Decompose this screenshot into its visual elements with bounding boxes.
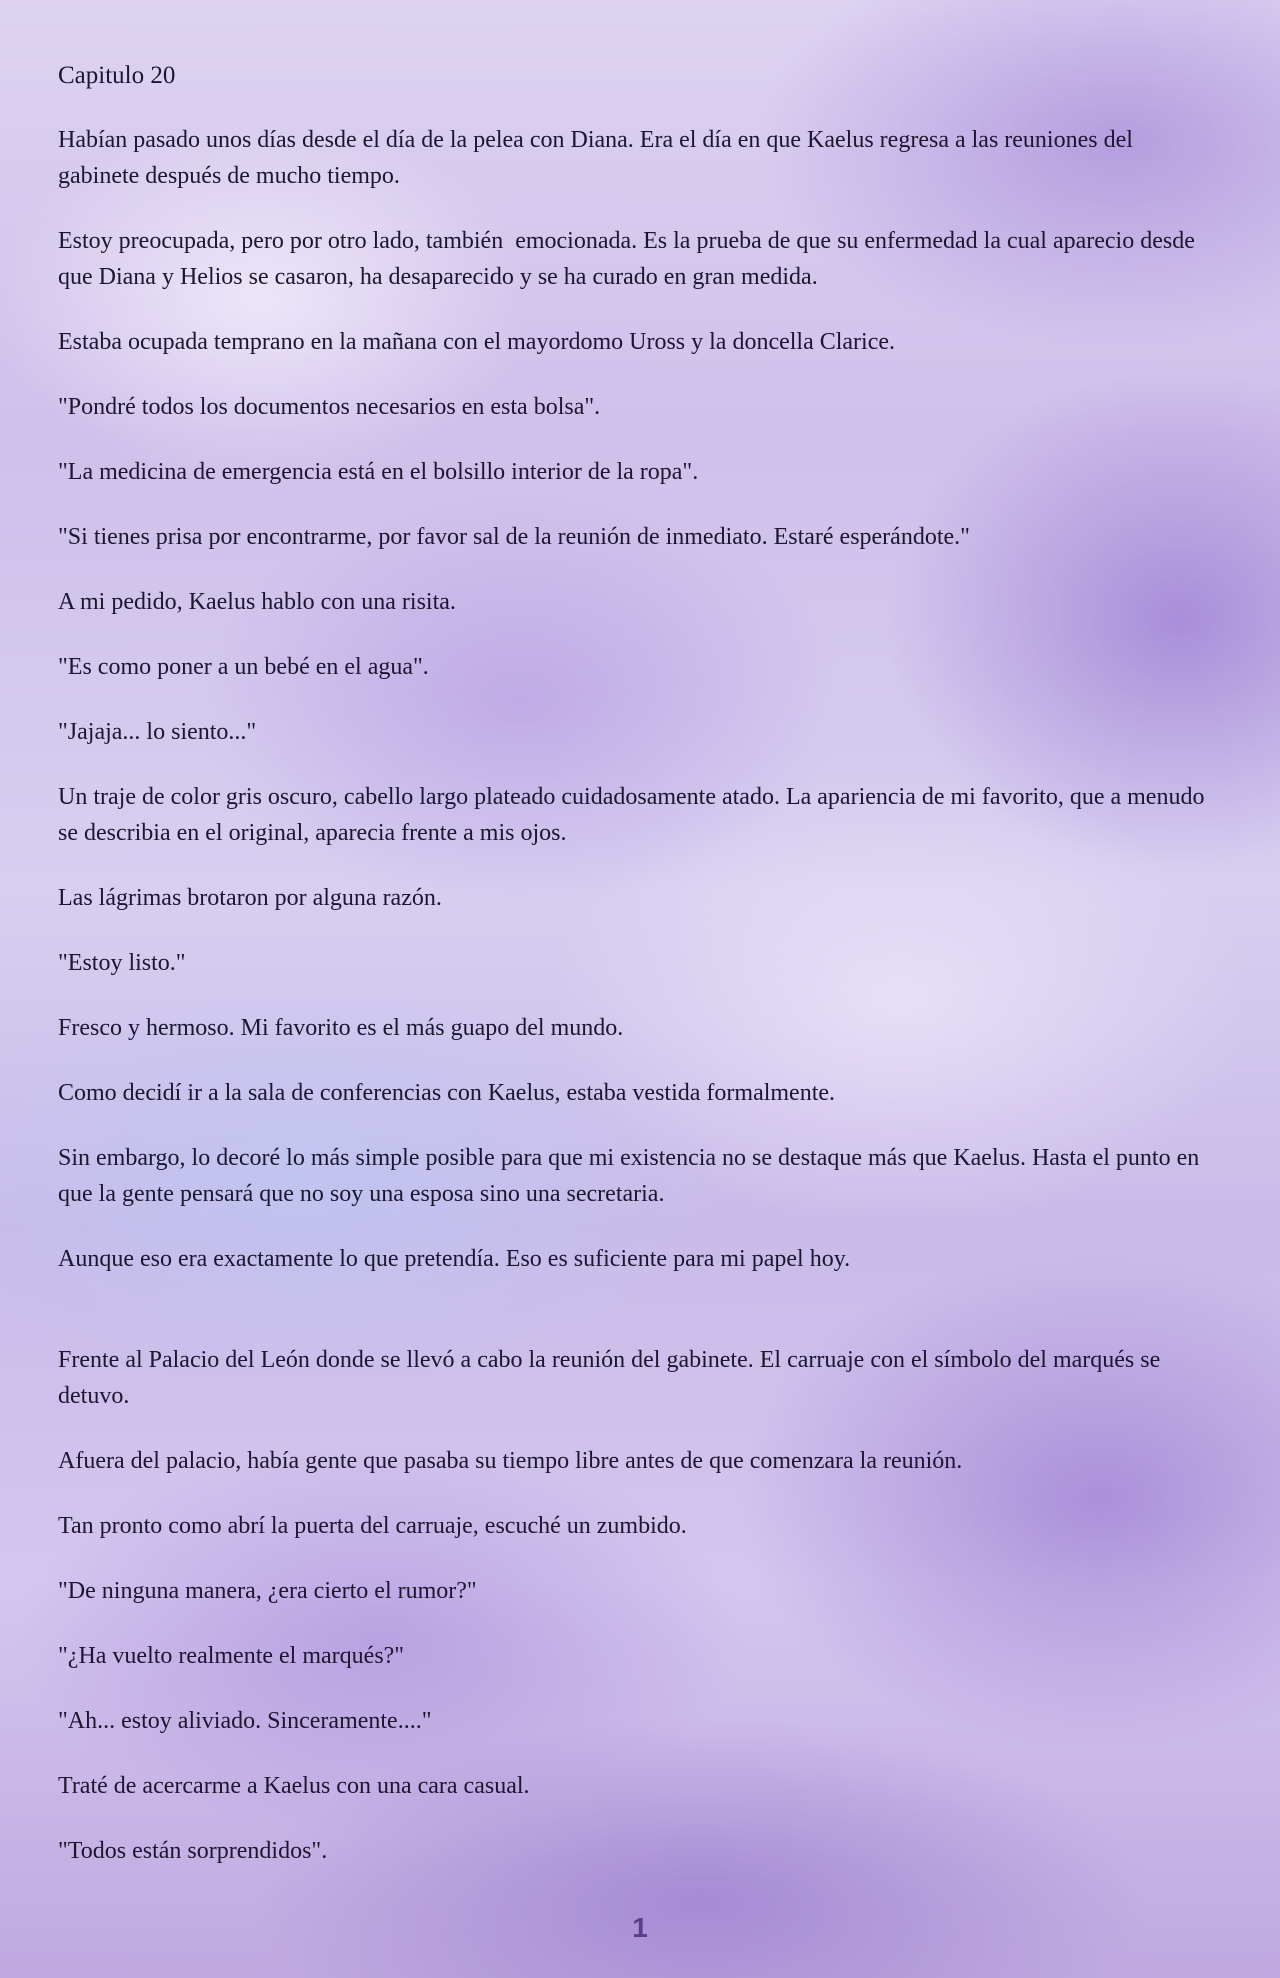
paragraph: Afuera del palacio, había gente que pasaba su tiempo libre antes de que comenzara la reunión.	[58, 1448, 963, 1474]
paragraph: Las lágrimas brotaron por alguna razón.	[58, 885, 442, 911]
paragraph: Fresco y hermoso. Mi favorito es el más guapo del mundo.	[58, 1015, 624, 1041]
paragraph: Frente al Palacio del León donde se llevó a cabo la reunión del gabinete. El carruaje con el símbolo del marqués se detuvo.	[58, 1347, 1167, 1409]
paragraph: "Ah... estoy aliviado. Sinceramente...."	[58, 1708, 432, 1734]
paragraph: A mi pedido, Kaelus hablo con una risita.	[58, 589, 456, 615]
paragraph: Sin embargo, lo decoré lo más simple posible para que mi existencia no se destaque más que Kaelus. Hasta el punto en que la gente pensará que no soy una esposa sino una secretaria.	[58, 1145, 1206, 1207]
paragraph: "¿Ha vuelto realmente el marqués?"	[58, 1643, 405, 1669]
paragraph: Estaba ocupada temprano en la mañana con el mayordomo Uross y la doncella Clarice.	[58, 329, 896, 355]
paragraph: Como decidí ir a la sala de conferencias con Kaelus, estaba vestida formalmente.	[58, 1080, 836, 1106]
paragraph: "Si tienes prisa por encontrarme, por favor sal de la reunión de inmediato. Estaré esperándote."	[58, 524, 970, 550]
paragraph: "Es como poner a un bebé en el agua".	[58, 654, 429, 680]
paragraph: Traté de acercarme a Kaelus con una cara casual.	[58, 1773, 530, 1799]
paragraph: "La medicina de emergencia está en el bolsillo interior de la ropa".	[58, 459, 699, 485]
document-page	[58, 58, 1218, 1898]
paragraph: "Jajaja... lo siento..."	[58, 719, 257, 745]
paragraph: Un traje de color gris oscuro, cabello largo plateado cuidadosamente atado. La apariencia de mi favorito, que a menudo se describia en el original, aparecia frente a mis ojos.	[58, 784, 1211, 846]
paragraph: "Estoy listo."	[58, 950, 186, 976]
paragraph: Tan pronto como abrí la puerta del carruaje, escuché un zumbido.	[58, 1513, 687, 1539]
paragraph: Habían pasado unos días desde el día de la pelea con Diana. Era el día en que Kaelus regresa a las reuniones del gabinete después de mucho tiempo.	[58, 127, 1139, 189]
page-number: 1	[632, 1912, 648, 1943]
paragraph: "Todos están sorprendidos".	[58, 1838, 328, 1864]
paragraph: "Pondré todos los documentos necesarios en esta bolsa".	[58, 394, 601, 420]
paragraph: Estoy preocupada, pero por otro lado, también emocionada. Es la prueba de que su enfermedad la cual aparecio desde que Diana y Helios se casaron, ha desaparecido y se ha curado en gran medida.	[58, 228, 1201, 290]
paragraph: "De ninguna manera, ¿era cierto el rumor?"	[58, 1578, 477, 1604]
chapter-title: Capitulo 20	[58, 62, 176, 89]
paragraph: Aunque eso era exactamente lo que pretendía. Eso es suficiente para mi papel hoy.	[58, 1246, 851, 1272]
